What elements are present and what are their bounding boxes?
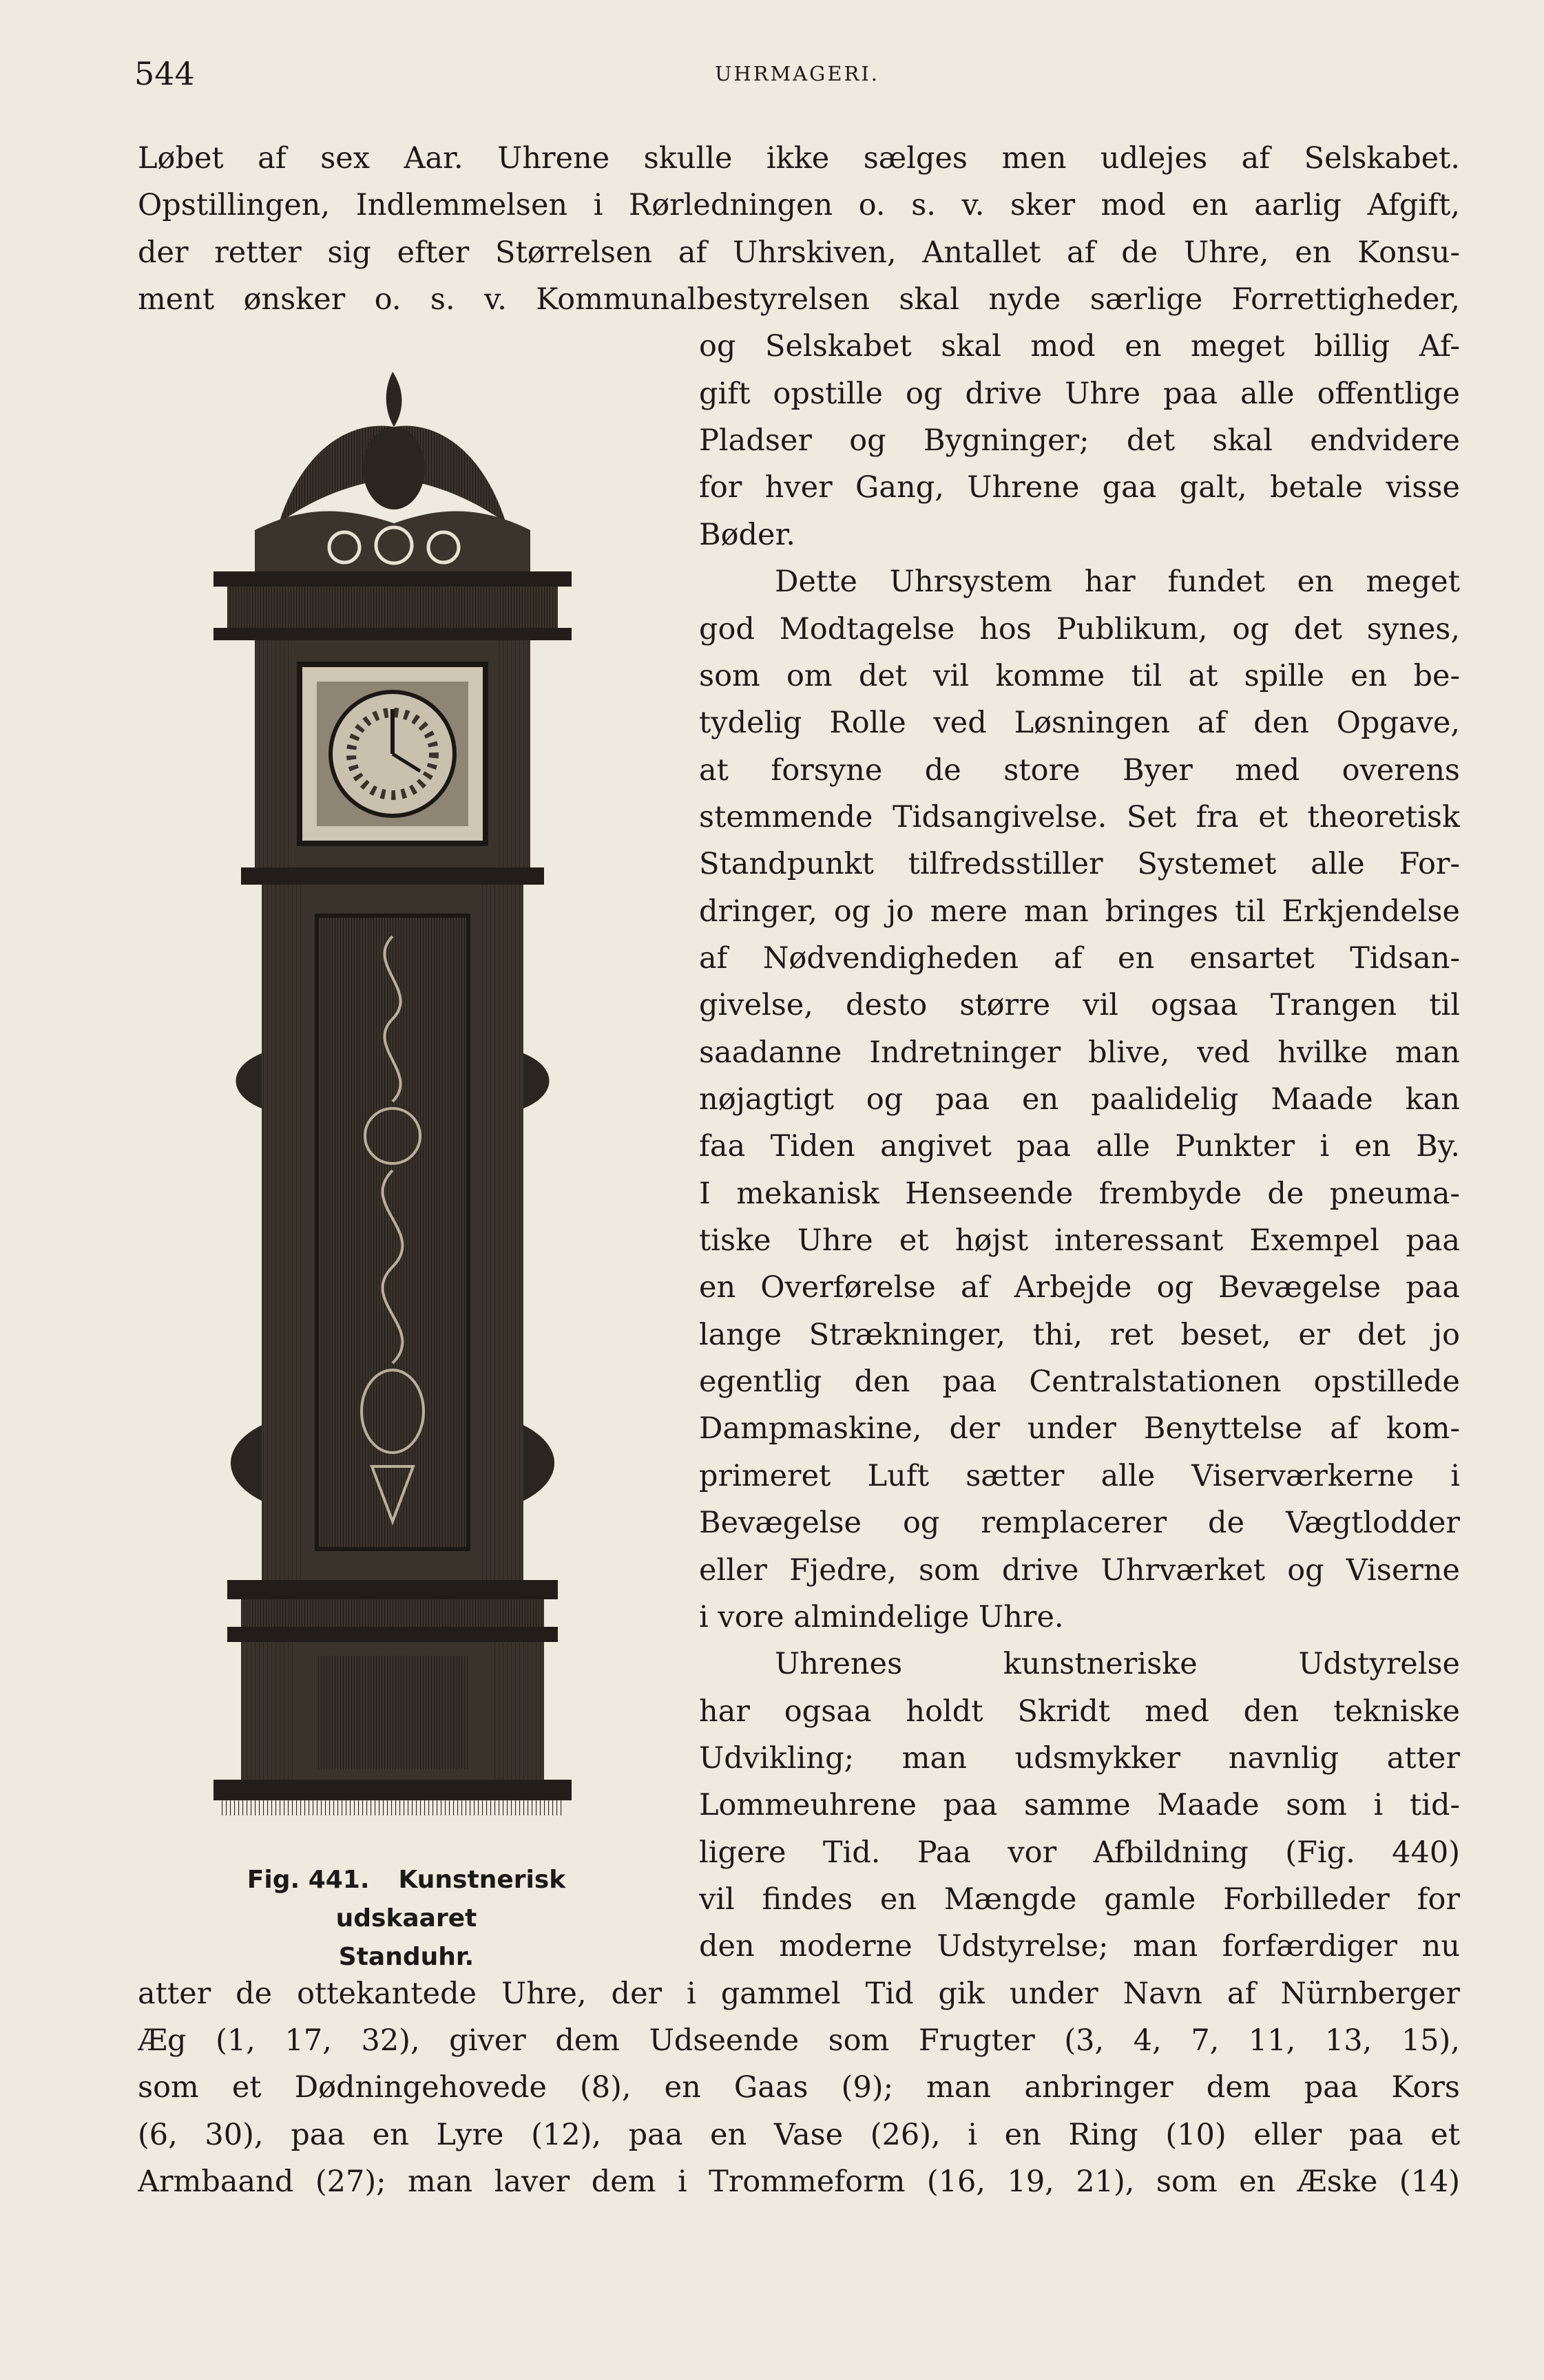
text-line: faa Tiden angivet paa alle Punkter i en By. <box>699 1129 1460 1163</box>
text-line: tiske Uhre et højst interessant Exempel paa <box>699 1223 1460 1258</box>
text-line: af Nødvendigheden af en ensartet Tidsan- <box>699 941 1460 976</box>
text-line: den moderne Udstyrelse; man forfærdiger nu <box>699 1929 1460 1963</box>
text-line: gift opstille og drive Uhre paa alle offentlige <box>699 377 1460 411</box>
text-line: Dette Uhrsystem har fundet en meget <box>775 565 1460 599</box>
text-line: som et Dødningehovede (8), en Gaas (9); man anbringer dem paa Kors <box>138 2070 1460 2105</box>
text-line: Standpunkt tilfredsstiller Systemet alle For- <box>699 847 1460 881</box>
text-line: atter de ottekantede Uhre, der i gammel Tid gik under Navn af Nürnberger <box>138 1977 1460 2011</box>
text-line: lange Strækninger, thi, ret beset, er det jo <box>699 1318 1460 1352</box>
text-line: har ogsaa holdt Skridt med den tekniske <box>699 1694 1460 1729</box>
text-line: ment ønsker o. s. v. Kommunalbestyrelsen skal nyde særlige Forrettigheder, <box>138 282 1460 317</box>
text-line: tydelig Rolle ved Løsningen af den Opgave, <box>699 706 1460 740</box>
clock-engraving-illustration <box>213 365 572 1818</box>
text-line: Udvikling; man udsmykker navnlig atter <box>699 1741 1460 1776</box>
text-line: der retter sig efter Størrelsen af Uhrskiven, Antallet af de Uhre, en Konsu- <box>138 235 1460 270</box>
running-title: UHRMAGERI. <box>714 62 880 85</box>
text-line: Dampmaskine, der under Benyttelse af kom- <box>699 1411 1460 1446</box>
text-line: eller Fjedre, som drive Uhrværket og Viserne <box>699 1553 1460 1588</box>
text-line: i vore almindelige Uhre. <box>699 1600 1064 1634</box>
text-line: vil findes en Mængde gamle Forbilleder for <box>699 1882 1460 1917</box>
text-line: stemmende Tidsangivelse. Set fra et theoretisk <box>699 800 1460 834</box>
figure-441-tall-case-clock <box>213 365 572 1818</box>
text-line: Lommeuhrene paa samme Maade som i tid- <box>699 1788 1460 1822</box>
text-line: som om det vil komme til at spille en be- <box>699 659 1460 693</box>
caption-line-2: Standuhr. <box>338 1943 474 1971</box>
text-line: god Modtagelse hos Publikum, og det synes, <box>699 612 1460 646</box>
figure-caption <box>176 1861 637 1977</box>
text-line: I mekanisk Henseende frembyde de pneuma- <box>699 1177 1460 1211</box>
text-line: Løbet af sex Aar. Uhrene skulle ikke sælges men udlejes af Selskabet. <box>138 141 1460 176</box>
text-line: og Selskabet skal mod en meget billig Af- <box>699 329 1460 364</box>
text-line: egentlig den paa Centralstationen opstillede <box>699 1365 1460 1399</box>
text-line: for hver Gang, Uhrene gaa galt, betale visse <box>699 470 1460 505</box>
figure-number: Fig. 441. <box>247 1866 370 1894</box>
text-line: Uhrenes kunstneriske Udstyrelse <box>775 1647 1460 1681</box>
text-line: primeret Luft sætter alle Viserværkerne i <box>699 1459 1460 1493</box>
text-line: dringer, og jo mere man bringes til Erkjendelse <box>699 894 1460 929</box>
text-line: (6, 30), paa en Lyre (12), paa en Vase (26), i en Ring (10) eller paa et <box>138 2118 1460 2152</box>
page-number: 544 <box>134 55 195 92</box>
text-line: Æg (1, 17, 32), giver dem Udseende som Frugter (3, 4, 7, 11, 13, 15), <box>138 2023 1460 2058</box>
text-line: ligere Tid. Paa vor Afbildning (Fig. 440) <box>699 1835 1460 1870</box>
text-line: en Overførelse af Arbejde og Bevægelse paa <box>699 1270 1460 1305</box>
caption-line-1: Kunstnerisk udskaaret <box>335 1866 566 1933</box>
text-line: at forsyne de store Byer med overens <box>699 753 1460 788</box>
text-line: nøjagtigt og paa en paalidelig Maade kan <box>699 1082 1460 1117</box>
text-line: Bevægelse og remplacerer de Vægtlodder <box>699 1506 1460 1540</box>
text-line: Bøder. <box>699 518 795 552</box>
running-head <box>134 50 1460 105</box>
text-line: Armbaand (27); man laver dem i Trommeform (16, 19, 21), som en Æske (14) <box>138 2165 1460 2199</box>
text-line: Opstillingen, Indlemmelsen i Rørledningen o. s. v. sker mod en aarlig Afgift, <box>138 188 1460 222</box>
eagle-finial-icon <box>279 372 506 523</box>
clock-dial-icon <box>300 664 486 843</box>
text-line: givelse, desto større vil ogsaa Trangen til <box>699 988 1460 1022</box>
text-line: saadanne Indretninger blive, ved hvilke man <box>699 1035 1460 1070</box>
text-line: Pladser og Bygninger; det skal endvidere <box>699 423 1460 458</box>
